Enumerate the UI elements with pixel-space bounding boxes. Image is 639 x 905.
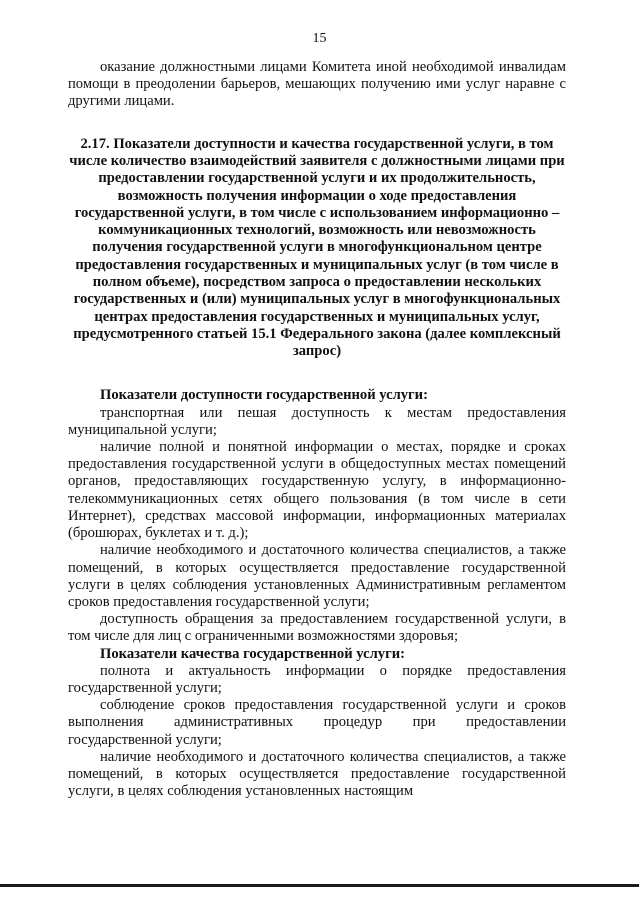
accessibility-item: наличие необходимого и достаточного количества специалистов, а также помещений, в которых осуществляется предоставление государственной услуги в целях соблюдения установленных Административным регламентом сроков предоставления государственной услуги;	[68, 542, 566, 610]
page-number: 15	[312, 31, 327, 46]
scan-bottom-border	[0, 884, 639, 887]
quality-item: полнота и актуальность информации о порядке предоставления государственной услуги;	[68, 662, 566, 696]
section-heading: 2.17. Показатели доступности и качества государственной услуги, в том числе количество взаимодействий заявителя с должностными лицами при предоставлении государственной услуги и их продолжительность, возможность получения информации о ходе предоставления государственной услуги, в том числе с использованием информационно – коммуникационных технологий, возможность или невозможность получения государственной услуги в многофункциональном центре предоставления государственных и муниципальных услуг (в том числе в полном объеме), посредством запроса о предоставлении нескольких государственных и (или) муниципальных услуг в многофункциональных центрах предоставления государственных и муниципальных услуг, предусмотренного статьей 15.1 Федерального закона (далее комплексный запрос)	[69, 135, 565, 360]
accessibility-item: доступность обращения за предоставлением государственной услуги, в том числе для лиц с ограниченными возможностями здоровья;	[68, 611, 566, 645]
accessibility-heading: Показатели доступности государственной услуги:	[100, 387, 428, 404]
document-body	[68, 59, 566, 800]
accessibility-item: наличие полной и понятной информации о местах, порядке и сроках предоставления государственной услуги в общедоступных местах помещений органов, предоставляющих государственную услугу, в информационно-телекоммуникационных сетях общего пользования (в том числе в сети Интернет), средствах массовой информации, информационных материалах (брошюрах, буклетах и т. д.);	[68, 439, 566, 542]
quality-item: наличие необходимого и достаточного количества специалистов, а также помещений, в которых осуществляется предоставление государственной услуги, в целях соблюдения установленных настоящим	[68, 748, 566, 800]
accessibility-item: транспортная или пешая доступность к местам предоставления муниципальной услуги;	[68, 404, 566, 438]
quality-item: соблюдение сроков предоставления государственной услуги и сроков выполнения административных процедур при предоставлении государственной услуги;	[68, 697, 566, 748]
quality-heading: Показатели качества государственной услуги:	[100, 645, 405, 662]
intro-paragraph: оказание должностными лицами Комитета иной необходимой инвалидам помощи в преодолении барьеров, мешающих получению ими услуг наравне с другими лицами.	[68, 59, 566, 110]
